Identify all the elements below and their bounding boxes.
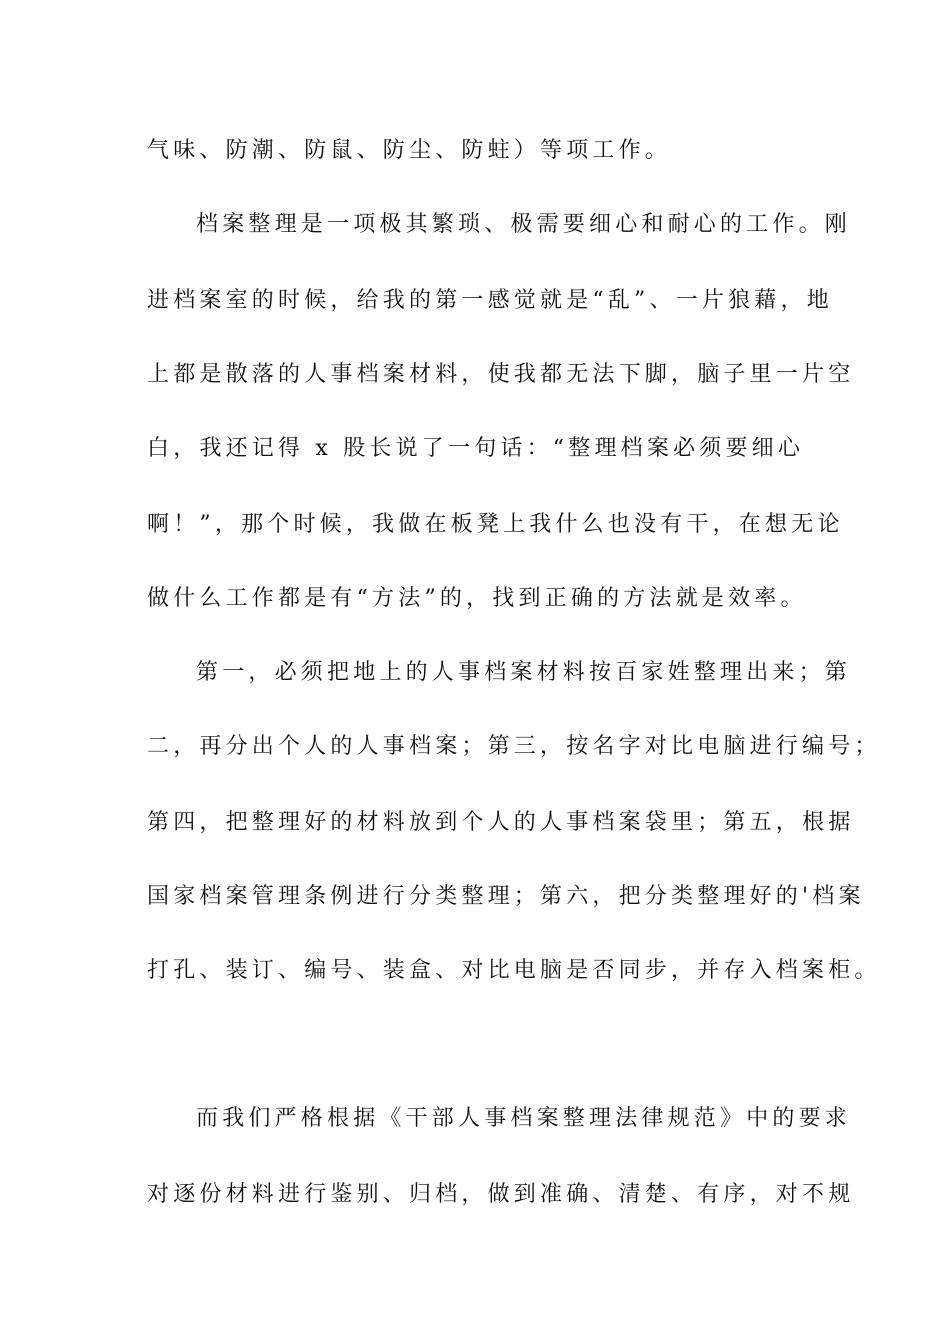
- paragraph-2-line-3: 上都是散落的人事档案材料，使我都无法下脚，脑子里一片空: [147, 362, 855, 387]
- paragraph-2-line-6: 做什么工作都是有“方法”的，找到正确的方法就是效率。: [147, 586, 807, 611]
- paragraph-2-line-1: 档案整理是一项极其繁琐、极需要细心和耐心的工作。刚: [196, 212, 852, 237]
- paragraph-2-line-4: 白，我还记得 x 股长说了一句话：“整理档案必须要细心: [147, 436, 805, 461]
- paragraph-4-line-1: 而我们严格根据《干部人事档案整理法律规范》中的要求: [196, 1106, 852, 1131]
- paragraph-3-line-5: 打孔、装订、编号、装盒、对比电脑是否同步，并存入档案柜。: [147, 958, 881, 983]
- paragraph-4-line-2: 对逐份材料进行鉴别、归档，做到准确、清楚、有序，对不规: [147, 1182, 855, 1207]
- paragraph-3-line-3: 第四，把整理好的材料放到个人的人事档案袋里；第五，根据: [147, 810, 855, 835]
- paragraph-3-line-2: 二，再分出个人的人事档案；第三，按名字对比电脑进行编号；: [147, 734, 881, 759]
- paragraph-1-line-1: 气味、防潮、防鼠、防尘、防蛀）等项工作。: [147, 138, 672, 163]
- paragraph-3-line-4: 国家档案管理条例进行分类整理；第六，把分类整理好的'档案: [147, 884, 865, 909]
- paragraph-2-line-2: 进档案室的时候，给我的第一感觉就是“乱”、一片狼藉，地: [147, 288, 833, 313]
- paragraph-3-line-1: 第一，必须把地上的人事档案材料按百家姓整理出来；第: [196, 660, 852, 685]
- paragraph-2-line-5: 啊！”，那个时候，我做在板凳上我什么也没有干，在想无论: [147, 512, 844, 537]
